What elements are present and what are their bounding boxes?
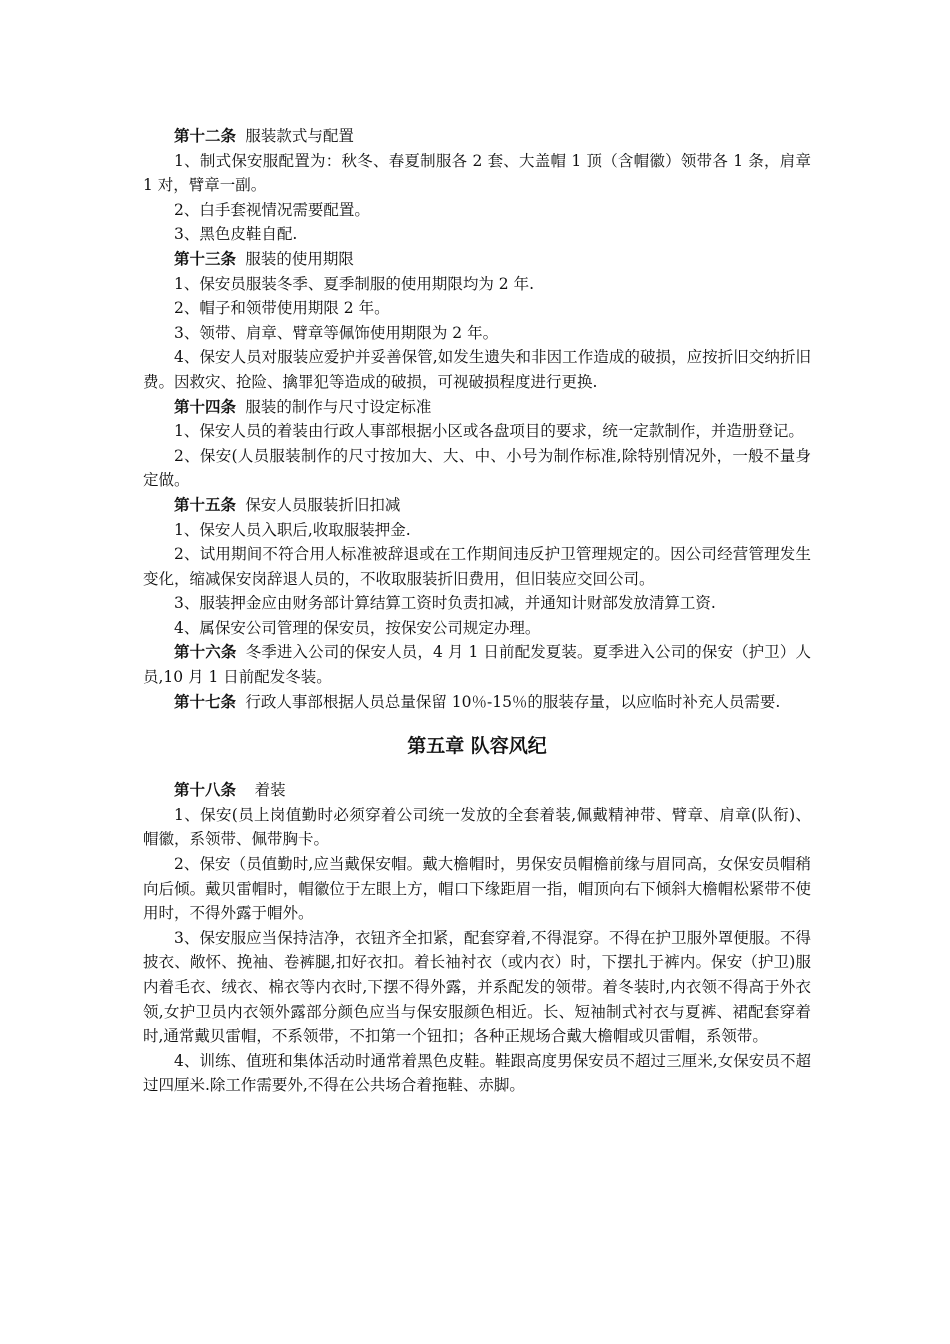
article-14-item-2: 2、保安(人员服装制作的尺寸按加大、大、中、小号为制作标准,除特别情况外，一般不量身定做。: [143, 446, 811, 490]
article-12-item-1: 1、制式保安服配置为：秋冬、春夏制服各 2 套、大盖帽 1 顶（含帽徽）领带各 1 条，肩章 1 对，臂章一副。: [143, 151, 811, 195]
article-13-item-4: 4、保安人员对服装应爱护并妥善保管,如发生遗失和非因工作造成的破损，应按折旧交纳折旧费。因救灾、抢险、擒罪犯等造成的破损，可视破损程度进行更换.: [143, 348, 811, 391]
article-12-item-2: 2、白手套视情况需要配置。: [174, 200, 370, 219]
article-15-item-3: 3、服装押金应由财务部计算结算工资时负责扣减，并通知计财部发放清算工资.: [174, 594, 716, 613]
article-text: 行政人事部根据人员总量保留 10％-15％的服装存量，以应临时补充人员需要.: [245, 692, 781, 711]
article-14-item-1: 1、保安人员的着装由行政人事部根据小区或各盘项目的要求，统一定款制作，并造册登记。: [174, 422, 804, 441]
article-number: 第十五条: [174, 494, 237, 514]
chapter-title: 第五章 队容风纪: [407, 735, 547, 758]
article-number: 第十七条: [174, 691, 237, 711]
article-18-item-1: 1、保安(员上岗值勤时必须穿着公司统一发放的全套着装,佩戴精神带、臂章、肩章(队衔)、帽徽，系领带、佩带胸卡。: [143, 805, 811, 849]
article-18-item-2: 2、保安（员值勤时,应当戴保安帽。戴大檐帽时，男保安员帽檐前缘与眉同高，女保安员帽稍向后倾。戴贝雷帽时，帽徽位于左眼上方，帽口下缘距眉一指，帽顶向右下倾斜大檐帽松紧带不使用时，不得外露于帽外。: [143, 855, 811, 923]
article-number: 第十六条: [174, 642, 237, 662]
article-text: 冬季进入公司的保安人员，4 月 1 日前配发夏装。夏季进入公司的保安（护卫）人员,10 月 1 日前配发冬装。: [143, 643, 811, 687]
article-title: 服装的使用期限: [245, 249, 354, 268]
article-14-heading: [143, 395, 811, 420]
article-title: 服装的制作与尺寸设定标准: [245, 397, 432, 416]
article-number: 第十二条: [174, 126, 237, 145]
article-title: 着装: [254, 781, 286, 800]
article-18-item-3: 3、保安服应当保持洁净，衣钮齐全扣紧，配套穿着,不得混穿。不得在护卫服外罩便服。不得披衣、敞怀、挽袖、卷裤腿,扣好衣扣。着长袖衬衣（或内衣）时，下摆扎于裤内。保安（护卫)服内着毛衣、绒衣、棉衣等内衣时,下摆不得外露，并系配发的领带。着冬装时,内衣领不得高于外衣领,女护卫员内衣领外露部分颜色应当与保安服颜色相近。长、短袖制式衬衣与夏裤、裙配套穿着时,通常戴贝雷帽，不系领带，不扣第一个钮扣；各种正规场合戴大檐帽或贝雷帽，系领带。: [143, 928, 811, 1046]
article-12-item-3: 3、黑色皮鞋自配.: [174, 225, 298, 244]
article-17: [143, 690, 811, 715]
article-number: 第十三条: [174, 248, 237, 268]
article-13-item-3: 3、领带、肩章、臂章等佩饰使用期限为 2 年。: [174, 323, 499, 342]
article-18-item-4: 4、训练、值班和集体活动时通常着黑色皮鞋。鞋跟高度男保安员不超过三厘米,女保安员不超过四厘米.除工作需要外,不得在公共场合着拖鞋、赤脚。: [143, 1051, 811, 1095]
article-12-heading: [143, 124, 811, 149]
article-16: [143, 640, 811, 689]
article-13-item-1: 1、保安员服装冬季、夏季制服的使用期限均为 2 年.: [174, 274, 535, 293]
spacer: [143, 760, 811, 778]
article-15-item-1: 1、保安人员入职后,收取服装押金.: [174, 520, 411, 539]
document-body: [143, 124, 811, 1098]
article-13-heading: [143, 247, 811, 272]
article-15-item-4: 4、属保安公司管理的保安员，按保安公司规定办理。: [174, 618, 541, 637]
article-13-item-2: 2、帽子和领带使用期限 2 年。: [174, 299, 390, 318]
article-title: 服装款式与配置: [245, 127, 354, 145]
article-15-item-2: 2、试用期间不符合用人标准被辞退或在工作期间违反护卫管理规定的。因公司经营管理发生变化，缩减保安岗辞退人员的，不收取服装折旧费用，但旧装应交回公司。: [143, 545, 811, 588]
article-18-heading: [143, 778, 811, 803]
article-15-heading: [143, 493, 811, 518]
spacer: [143, 714, 811, 732]
article-title: 保安人员服装折旧扣减: [245, 495, 401, 514]
article-number: 第十八条: [174, 780, 237, 800]
article-number: 第十四条: [174, 396, 237, 416]
